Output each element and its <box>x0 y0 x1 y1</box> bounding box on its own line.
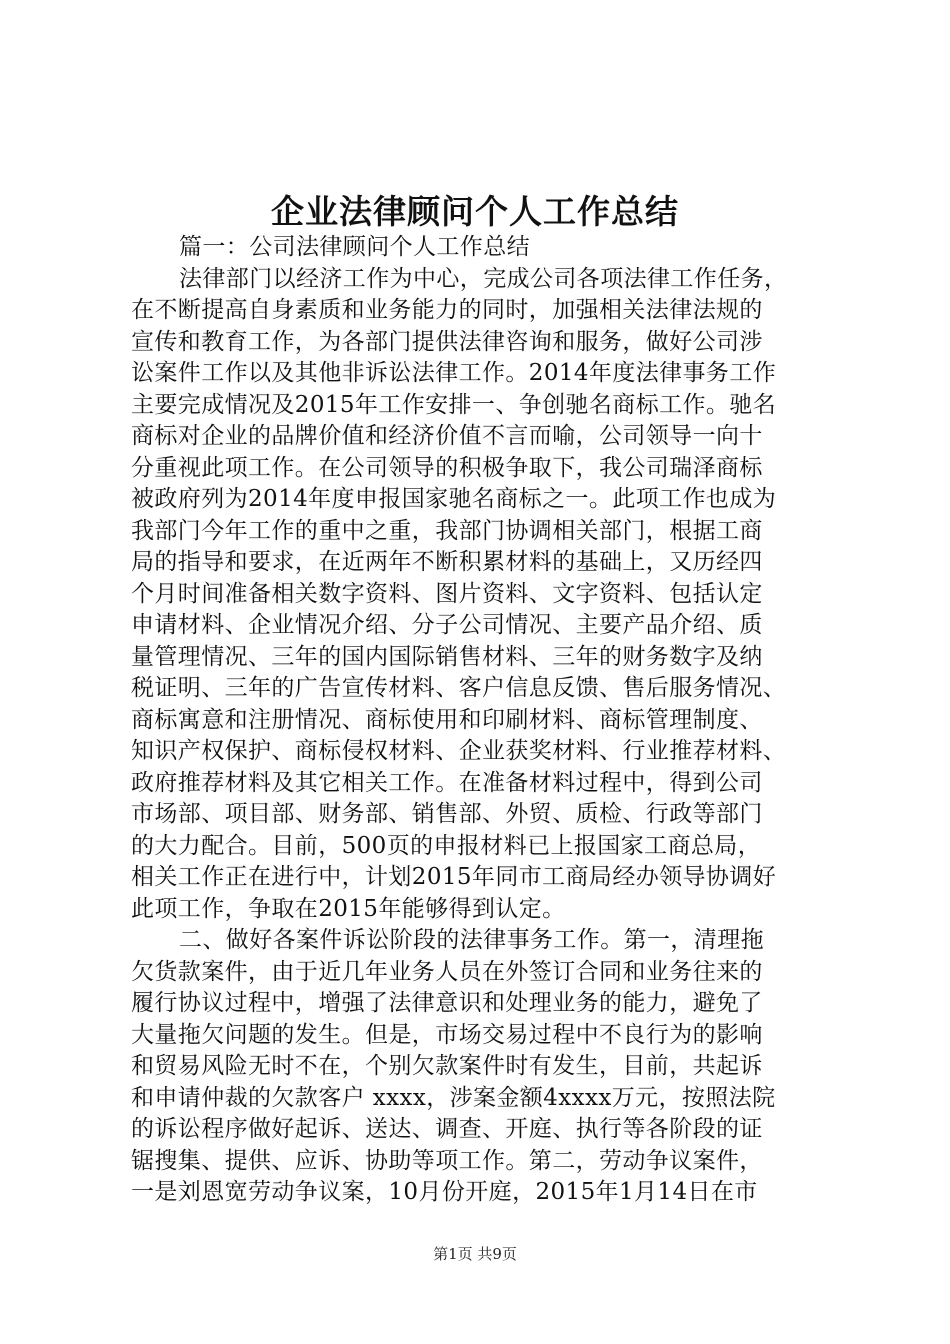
text-line: 主要完成情况及2015年工作安排一、争创驰名商标工作。驰名 <box>131 391 777 418</box>
text-line: 锯搜集、提供、应诉、协助等项工作。第二，劳动争议案件， <box>131 1147 763 1174</box>
text-line: 法律部门以经济工作为中心，完成公司各项法律工作任务， <box>179 265 788 292</box>
text-line: 在不断提高自身素质和业务能力的同时，加强相关法律法规的 <box>131 297 763 323</box>
text-line: 商标对企业的品牌价值和经济价值不言而喻，公司领导一向十 <box>131 423 763 449</box>
text-line: 的诉讼程序做好起诉、送达、调查、开庭、执行等各阶段的证 <box>131 1116 763 1142</box>
text-line: 篇一：公司法律顾问个人工作总结 <box>179 234 530 260</box>
text-line: 和贸易风险无时不在，个别欠款案件时有发生，目前，共起诉 <box>131 1053 763 1079</box>
text-line: 知识产权保护、商标侵权材料、企业获奖材料、行业推荐材料、 <box>131 738 787 764</box>
text-line: 分重视此项工作。在公司领导的积极争取下，我公司瑞泽商标 <box>131 454 763 481</box>
text-line: 的大力配合。目前，500页的申报材料已上报国家工商总局， <box>131 832 762 859</box>
text-line: 政府推荐材料及其它相关工作。在准备材料过程中，得到公司 <box>131 769 763 796</box>
page-footer: 第1页 共9页 <box>433 1245 517 1263</box>
text-line: 我部门今年工作的重中之重，我部门协调相关部门，根据工商 <box>131 517 763 544</box>
text-line: 局的指导和要求，在近两年不断积累材料的基础上，又历经四 <box>131 549 763 575</box>
text-line: 相关工作正在进行中，计划2015年同市工商局经办领导协调好 <box>131 864 777 890</box>
text-line: 履行协议过程中，增强了法律意识和处理业务的能力，避免了 <box>131 990 763 1016</box>
text-line: 个月时间准备相关数字资料、图片资料、文字资料、包括认定 <box>131 580 763 607</box>
text-line: 税证明、三年的广告宣传材料、客户信息反馈、售后服务情况、 <box>131 675 787 701</box>
text-line: 市场部、项目部、财务部、销售部、外贸、质检、行政等部门 <box>131 801 763 827</box>
text-line: 讼案件工作以及其他非诉讼法律工作。2014年度法律事务工作 <box>131 360 777 386</box>
text-line: 宣传和教育工作，为各部门提供法律咨询和服务，做好公司涉 <box>131 328 763 355</box>
document-body <box>131 232 831 1209</box>
text-line: 和申请仲裁的欠款客户 xxxx，涉案金额4xxxx万元，按照法院 <box>131 1084 776 1111</box>
text-line: 二、做好各案件诉讼阶段的法律事务工作。第一，清理拖 <box>179 927 764 953</box>
text-line: 大量拖欠问题的发生。但是，市场交易过程中不良行为的影响 <box>131 1021 763 1048</box>
text-line: 欠货款案件，由于近几年业务人员在外签订合同和业务往来的 <box>131 958 763 985</box>
text-line: 量管理情况、三年的国内国际销售材料、三年的财务数字及纳 <box>131 643 763 670</box>
text-line: 此项工作，争取在2015年能够得到认定。 <box>131 895 566 922</box>
document-title: 企业法律顾问个人工作总结 <box>271 192 679 231</box>
text-line: 被政府列为2014年度申报国家驰名商标之一。此项工作也成为 <box>131 486 777 512</box>
text-line: 一是刘恩宽劳动争议案，10月份开庭，2015年1月14日在市 <box>131 1179 758 1205</box>
text-line: 商标寓意和注册情况、商标使用和印刷材料、商标管理制度、 <box>131 706 763 733</box>
text-line: 申请材料、企业情况介绍、分子公司情况、主要产品介绍、质 <box>131 612 763 638</box>
